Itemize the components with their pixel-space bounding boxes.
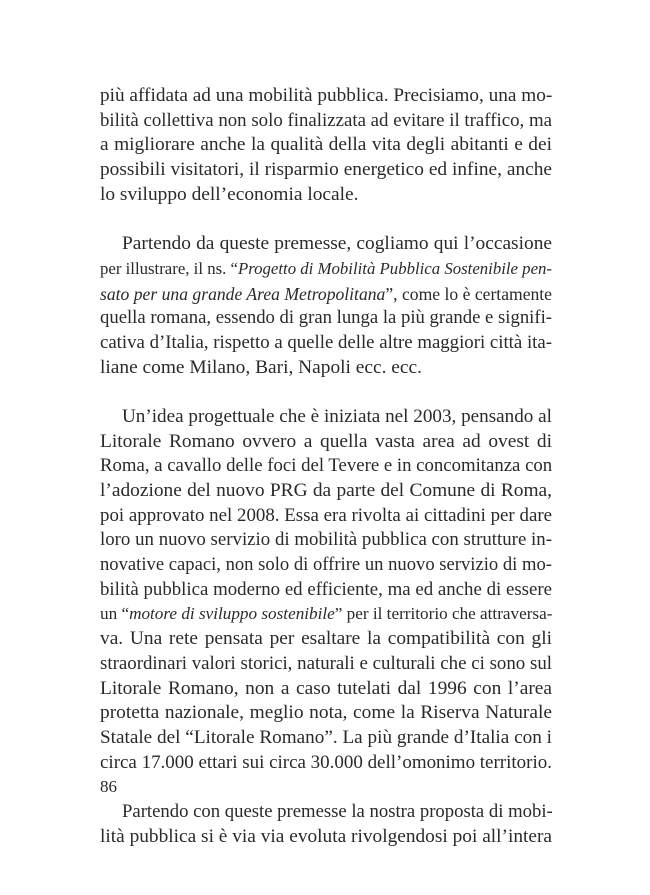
text-run: cativa d’Italia, rispetto a quelle delle altre maggiori città ita- <box>100 331 552 353</box>
text-run: l’adozione del nuovo PRG da parte del Comune di Roma, <box>100 480 552 501</box>
text-line <box>100 578 552 603</box>
paragraph-gap <box>100 380 552 405</box>
text-run: straordinari valori storici, naturali e culturali che ci sono sul <box>100 652 552 674</box>
text-run: quella romana, essendo di gran lunga la più grande e signifi- <box>100 307 552 329</box>
text-run: circa 17.000 ettari sui circa 30.000 dell’omonimo territorio. <box>100 751 552 773</box>
text-line <box>100 109 552 134</box>
paragraph-gap <box>100 207 552 232</box>
text-line <box>100 405 552 430</box>
text-line <box>100 726 552 751</box>
text-line <box>100 701 552 726</box>
text-line <box>100 306 552 331</box>
text-run: più affidata ad una mobilità pubblica. Precisiamo, una mo- <box>100 85 553 106</box>
text-run: per illustrare, il ns. “ <box>100 258 238 278</box>
text-run: novative capaci, non solo di offrire un nuovo servizio di mo- <box>100 554 552 576</box>
text-line <box>100 356 552 381</box>
text-line <box>100 800 552 825</box>
text-line <box>100 751 552 776</box>
text-run: Litorale Romano ovvero a quella vasta area ad ovest di <box>100 430 552 452</box>
text-run: bilità collettiva non solo finalizzata ad evitare il traffico, ma <box>100 109 552 131</box>
text-line <box>100 553 552 578</box>
text-run: loro un nuovo servizio di mobilità pubblica con strutture in- <box>100 529 552 551</box>
text-line <box>100 602 552 627</box>
text-line <box>100 627 552 652</box>
italic-text: motore di sviluppo sostenibile <box>129 604 335 624</box>
text-run: un “ <box>100 604 130 624</box>
text-run: poi approvato nel 2008. Essa era rivolta ai cittadini per dare <box>100 504 552 526</box>
paragraph <box>100 800 552 849</box>
paragraph <box>100 84 552 207</box>
text-run: possibili visitatori, il risparmio energetico ed infine, anche <box>100 159 552 181</box>
text-line <box>100 158 552 183</box>
paragraph-gap <box>100 775 552 800</box>
text-line <box>100 528 552 553</box>
text-run: Un’idea progettuale che è iniziata nel 2003, pensando al <box>122 405 552 427</box>
text-run: bilità pubblica moderno ed efficiente, ma ed anche di essere <box>100 578 552 600</box>
text-line <box>100 504 552 529</box>
text-line <box>100 430 552 455</box>
text-run: va. Una rete pensata per esaltare la compatibilità con gli <box>100 628 552 650</box>
paragraph <box>100 232 552 380</box>
text-run: Partendo da queste premesse, cogliamo qui l’occasione <box>122 233 552 255</box>
text-line <box>100 183 552 208</box>
page-number: 86 <box>100 777 117 796</box>
text-line <box>100 454 552 479</box>
text-run: liane come Milano, Bari, Napoli ecc. ecc. <box>100 356 422 378</box>
body-text <box>100 84 552 849</box>
italic-text: sato per una grande Area Metropolitana <box>100 283 386 304</box>
text-line <box>100 257 552 282</box>
text-line <box>100 677 552 702</box>
text-run: Statale del “Litorale Romano”. La più grande d’Italia con i <box>100 726 552 748</box>
text-run: Partendo con queste premesse la nostra proposta di mobi- <box>122 800 553 822</box>
text-line <box>100 282 552 307</box>
text-run: a migliorare anche la qualità della vita degli abitanti e dei <box>100 134 552 156</box>
text-line <box>100 232 552 257</box>
text-run: Litorale Romano, non a caso tutelati dal 1996 con l’area <box>100 677 552 699</box>
text-run: protetta nazionale, meglio nota, come la Riserva Naturale <box>100 702 552 724</box>
text-run: lità pubblica si è via via evoluta rivolgendosi poi all’intera <box>100 825 552 847</box>
text-line <box>100 331 552 356</box>
text-run: ”, come lo è certamente <box>385 283 552 304</box>
text-line <box>100 133 552 158</box>
paragraph <box>100 405 552 775</box>
text-line <box>100 825 552 850</box>
text-run: lo sviluppo dell’economia locale. <box>100 183 359 205</box>
text-line <box>100 479 552 504</box>
text-line <box>100 652 552 677</box>
text-line <box>100 84 552 109</box>
text-run: Roma, a cavallo delle foci del Tevere e in concomitanza con <box>100 455 553 477</box>
text-run: ” per il territorio che attraversa- <box>334 604 553 624</box>
italic-text: Progetto di Mobilità Pubblica Sostenibile pen- <box>237 258 553 278</box>
